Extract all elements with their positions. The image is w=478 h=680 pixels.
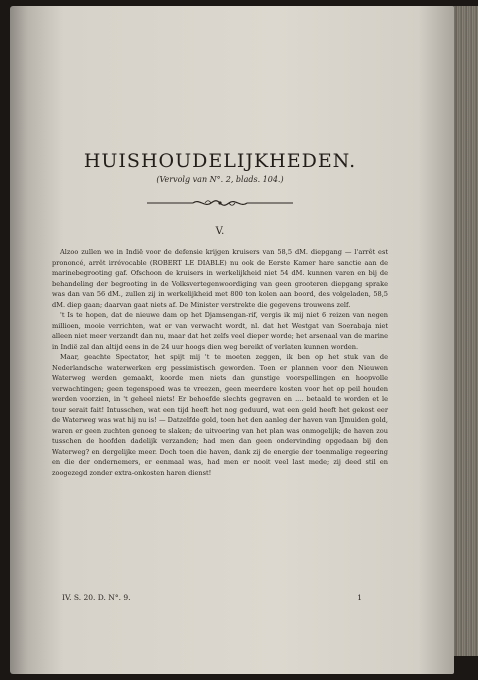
page-title: HUISHOUDELIJKHEDEN.	[83, 150, 357, 172]
paragraph-2: 't Is te hopen, dat de nieuwe dam op het Djamsengan-rif, vergis ik mij niet 6 reizen van negen millioen, mooie verrichten, wat er van verwacht wordt, nl. dat het Westgat van Soerabaja niet alleen niet meer verzandt dan nu, maar dat het zelfs veel dieper worde; het arsenaal van de marine in Indië zal dan altijd eens in de 24 uur hoogs dien weg bereikt of verlaten kunnen worden.	[52, 311, 388, 351]
paragraph-1: Alzoo zullen we in Indië voor de defensie krijgen kruisers van 58,5 dM. diepgang — l'arrêt est prononcé, arrêt irrévocable (ROBERT LE DIABLE) nu ook de Eerste Kamer hare sanctie aan de marinebegrooting gaf. Ofschoon de kruisers in werkelijkheid niet 54 dM. kunnen varen en bij de behandeling der begrooting in de Volksvertegenwoordiging van geen grooteren diepgang sprake was dan van 56 dM., zullen zij in werkelijkheid met 800 ton kolen aan boord, des volgeladen, 58,5 dM. diep gaan; daarvan gaat niets af. De Minister verstrekte die gegevens trouwens zelf.	[52, 248, 388, 309]
paragraph-3: Maar, geachte Spectator, het spijt mij 't te moeten zeggen, ik ben op het stuk van de Nederlandsche waterwerken erg pessimistisch geworden. Toen er plannen voor den Nieuwen Waterweg werden gemaakt, koorde men niets dan gunstige voorspellingen en hoopvolle verwachtingen; geen tegenspoed was te vreezen, geen meerdere kosten voor het op peil houden werden voorzien, in 't geheel niets! Er behoefde slechts gegraven en .... betaald te worden et le tour serait fait! Intusschen, wat een tijd heeft het nog geduurd, wat een geld heeft het gekost eer de Waterweg was wat hij nu is! — Datzelfde gold, toen het den aanleg der haven van IJmuiden gold, waren er geen zuchten genoeg te slaken; de uitvoering van het plan was onmogelijk; de haven zou tusschen de hoofden dadelijk verzanden; had men dan geen ondervinding opgedaan bij den Waterweg? en dergelijke meer. Doch toen die haven, dank zij de energie der toenmalige regeering en die der ondernemers, er eenmaal was, had men er nooit veel last mede; zij deed stil en zoogezegd zonder extra-onkosten haren dienst!	[52, 353, 388, 477]
page-subtitle: (Vervolg van N°. 2, blads. 104.)	[156, 175, 284, 184]
page-content	[52, 150, 388, 478]
section-number: V.	[215, 226, 225, 237]
signature-mark: IV. S. 20. D. N°. 9.	[62, 593, 131, 602]
page-footer	[62, 593, 362, 602]
ornament-divider-icon	[145, 198, 295, 208]
page-number: 1	[357, 593, 362, 602]
